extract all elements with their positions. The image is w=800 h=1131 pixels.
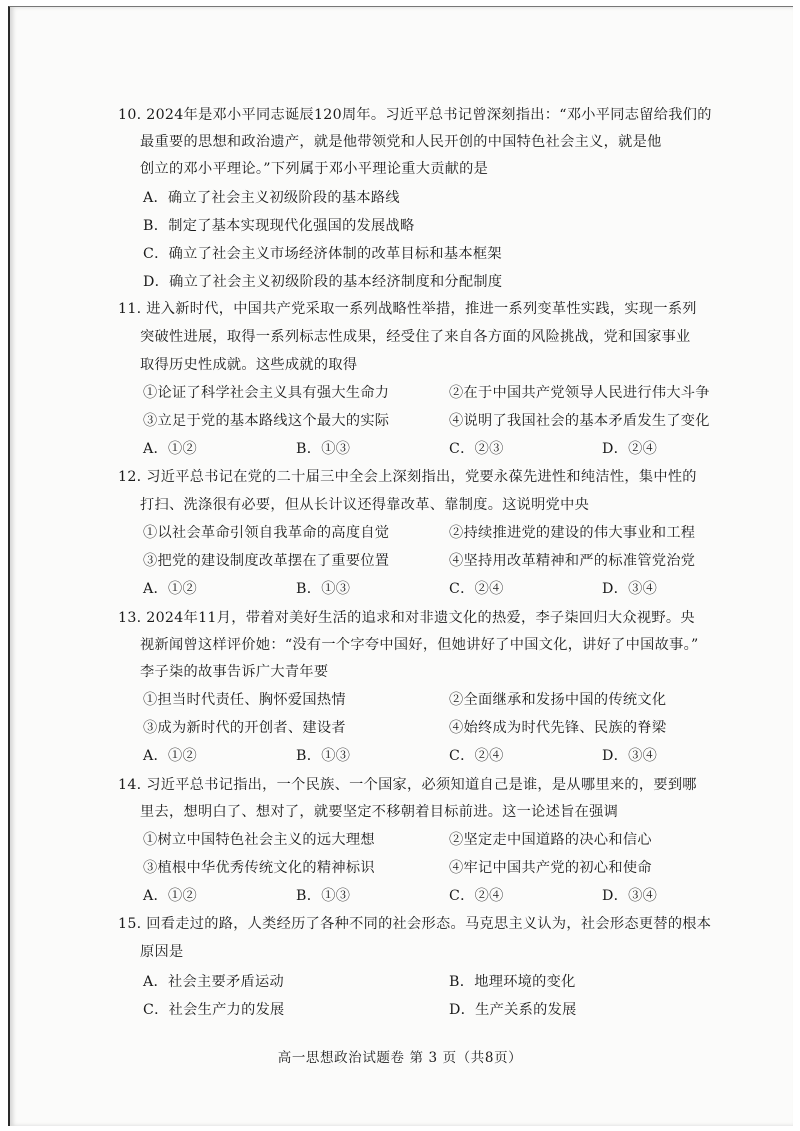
statement-2: ②坚定走中国道路的决心和信心 xyxy=(449,832,652,848)
question-stem-line: 打扫、洗涤很有必要，但从长计议还得靠改革、靠制度。这说明党中央 xyxy=(140,497,590,513)
option-b: B．地理环境的变化 xyxy=(449,974,576,990)
choice-d: D．③④ xyxy=(602,888,658,904)
question-stem-line: 视新闻曾这样评价她：“没有一个字夸中国好，但她讲好了中国文化，讲好了中国故事。” xyxy=(140,637,699,653)
statement-4: ④坚持用改革精神和严的标准管党治党 xyxy=(449,553,696,569)
question-stem-line: 取得历史性成就。这些成就的取得 xyxy=(140,357,358,373)
choice-b: B．①③ xyxy=(296,441,351,457)
question-stem-line: 里去，想明白了、想对了，就要坚定不移朝着目标前进。这一论述旨在强调 xyxy=(140,804,619,820)
choice-d: D．②④ xyxy=(602,441,658,457)
statement-2: ②全面继承和发扬中国的传统文化 xyxy=(449,692,667,708)
choice-b: B．①③ xyxy=(296,888,351,904)
statement-1: ①树立中国特色社会主义的远大理想 xyxy=(143,832,375,848)
statement-1: ①担当时代责任、胸怀爱国热情 xyxy=(143,692,346,708)
question-stem-line: 11. 进入新时代，中国共产党采取一系列战略性举措，推进一系列变革性实践，实现一系列 xyxy=(118,301,697,317)
statement-4: ④说明了我国社会的基本矛盾发生了变化 xyxy=(449,413,710,429)
option-b: B．制定了基本实现现代化强国的发展战略 xyxy=(143,218,415,234)
choice-d: D．③④ xyxy=(602,748,658,764)
option-d: D．生产关系的发展 xyxy=(449,1002,577,1018)
question-stem-line: 李子柒的故事告诉广大青年要 xyxy=(140,664,329,680)
question-stem-line: 原因是 xyxy=(140,944,184,960)
statement-3: ③植根中华优秀传统文化的精神标识 xyxy=(143,860,375,876)
statement-3: ③把党的建设制度改革摆在了重要位置 xyxy=(143,553,390,569)
statement-3: ③立足于党的基本路线这个最大的实际 xyxy=(143,413,390,429)
choice-b: B．①③ xyxy=(296,581,351,597)
question-stem-line: 14. 习近平总书记指出，一个民族、一个国家，必须知道自己是谁，是从哪里来的，要到哪 xyxy=(118,777,697,793)
option-c: C．确立了社会主义市场经济体制的改革目标和基本框架 xyxy=(143,246,502,262)
question-stem-line: 10. 2024年是邓小平同志诞辰120周年。习近平总书记曾深刻指出：“邓小平同志留给我们的 xyxy=(118,107,712,123)
statement-4: ④牢记中国共产党的初心和使命 xyxy=(449,860,652,876)
choice-a: A．①② xyxy=(143,441,198,457)
choice-c: C．②④ xyxy=(449,748,504,764)
choice-a: A．①② xyxy=(143,748,198,764)
choice-c: C．②④ xyxy=(449,888,504,904)
question-stem-line: 15. 回看走过的路，人类经历了各种不同的社会形态。马克思主义认为，社会形态更替的根本 xyxy=(118,916,712,932)
statement-1: ①论证了科学社会主义具有强大生命力 xyxy=(143,385,390,401)
choice-a: A．①② xyxy=(143,888,198,904)
choice-c: C．②③ xyxy=(449,441,504,457)
question-stem-line: 13. 2024年11月，带着对美好生活的追求和对非遗文化的热爱，李子柒回归大众视野。央 xyxy=(118,610,695,626)
option-c: C．社会生产力的发展 xyxy=(143,1002,285,1018)
choice-c: C．②④ xyxy=(449,581,504,597)
statement-2: ②持续推进党的建设的伟大事业和工程 xyxy=(449,525,696,541)
statement-4: ④始终成为时代先锋、民族的脊梁 xyxy=(449,720,667,736)
choice-b: B．①③ xyxy=(296,748,351,764)
statement-3: ③成为新时代的开创者、建设者 xyxy=(143,720,346,736)
statement-1: ①以社会革命引领自我革命的高度自觉 xyxy=(143,525,390,541)
option-d: D．确立了社会主义初级阶段的基本经济制度和分配制度 xyxy=(143,274,503,290)
page-footer: 高一思想政治试题卷 第 3 页（共8页） xyxy=(277,1050,523,1066)
question-stem-line: 最重要的思想和政治遗产，就是他带领党和人民开创的中国特色社会主义，就是他 xyxy=(140,134,662,150)
statement-2: ②在于中国共产党领导人民进行伟大斗争 xyxy=(449,385,710,401)
option-a: A．确立了社会主义初级阶段的基本路线 xyxy=(143,190,400,206)
question-stem-line: 创立的邓小平理论。”下列属于邓小平理论重大贡献的是 xyxy=(140,161,489,177)
question-stem-line: 12. 习近平总书记在党的二十届三中全会上深刻指出，党要永葆先进性和纯洁性，集中性的 xyxy=(118,469,697,485)
question-stem-line: 突破性进展，取得一系列标志性成果，经受住了来自各方面的风险挑战，党和国家事业 xyxy=(140,329,691,345)
choice-a: A．①② xyxy=(143,581,198,597)
option-a: A．社会主要矛盾运动 xyxy=(143,974,284,990)
choice-d: D．③④ xyxy=(602,581,658,597)
